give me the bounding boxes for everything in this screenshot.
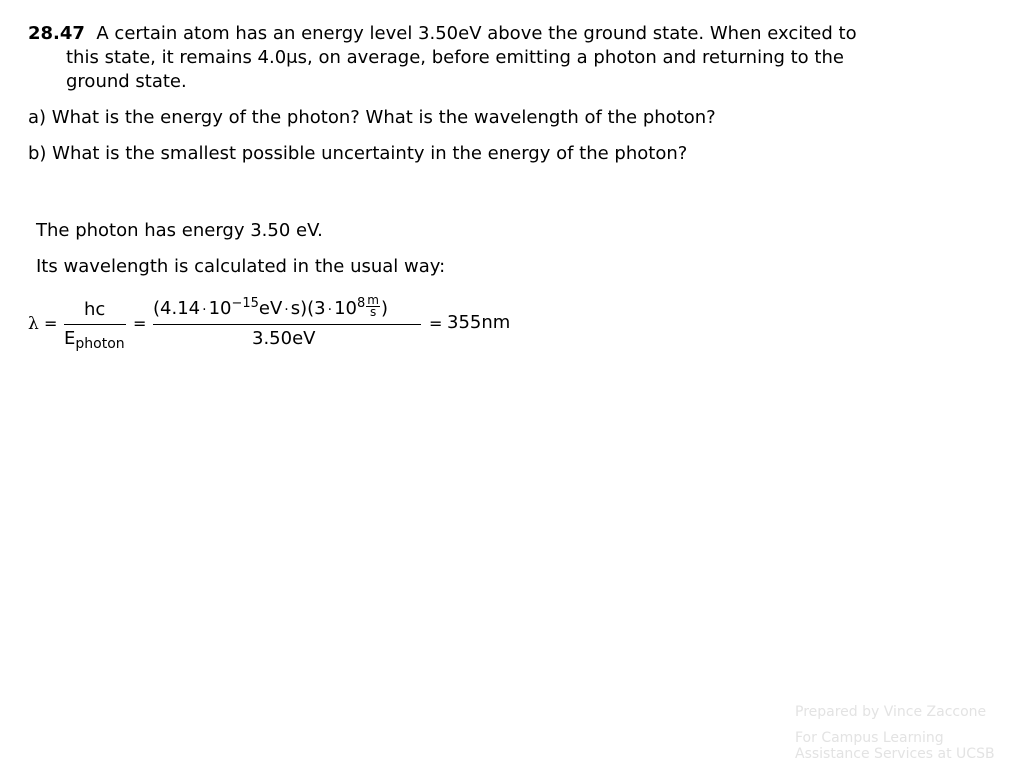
energy-symbol: E: [64, 328, 76, 349]
credit-organization: For Campus Learning Assistance Services at UCSB: [795, 730, 995, 762]
unit-fraction: [366, 295, 380, 318]
fraction2-bar: [153, 324, 421, 325]
numerator-base: 10: [208, 298, 232, 319]
solution-line2: Its wavelength is calculated in the usual way:: [36, 256, 446, 277]
equals-sign-1: =: [44, 314, 58, 333]
solution-line1: The photon has energy 3.50 eV.: [36, 220, 323, 241]
wavelength-equation: [0, 290, 560, 360]
numerator-base: 10: [334, 298, 357, 319]
part-b-question: b) What is the smallest possible uncertainty in the energy of the photon?: [28, 143, 688, 164]
numerator-unit: eV: [258, 298, 283, 319]
energy-subscript: photon: [75, 336, 125, 352]
part-a-question: a) What is the energy of the photon? What is the wavelength of the photon?: [28, 107, 716, 128]
unit-numerator: m: [367, 293, 379, 307]
multiply-dot: ·: [284, 302, 289, 318]
fraction1-bar: [64, 324, 126, 325]
fraction1-numerator: hc: [84, 299, 106, 320]
credit-author: Prepared by Vince Zaccone: [795, 704, 987, 720]
problem-text-line2: this state, it remains 4.0μs, on average, before emitting a photon and returning to the: [66, 47, 844, 68]
multiply-dot: ·: [202, 302, 207, 318]
problem-text-line3: ground state.: [66, 71, 187, 92]
numerator-planck: (4.14: [153, 298, 201, 319]
numerator-close-paren: ): [380, 298, 388, 319]
fraction2-denominator: 3.50eV: [252, 328, 316, 349]
equals-sign-3: =: [429, 314, 443, 333]
numerator-exponent: −15: [231, 296, 259, 311]
numerator-exponent: 8: [356, 296, 366, 311]
numerator-speed: s)(3: [290, 298, 326, 319]
equals-sign-2: =: [133, 314, 147, 333]
multiply-dot: ·: [327, 302, 333, 318]
problem-text-line1: A certain atom has an energy level 3.50eV above the ground state. When excited to: [96, 23, 857, 44]
unit-denominator: s: [369, 305, 377, 319]
fraction2-numerator: [153, 295, 388, 321]
fraction1-denominator: [64, 329, 125, 350]
problem-number: 28.47: [28, 23, 85, 44]
problem-statement: [28, 22, 988, 94]
equation-result: 355nm: [447, 312, 511, 333]
lambda-symbol: λ: [28, 314, 39, 334]
